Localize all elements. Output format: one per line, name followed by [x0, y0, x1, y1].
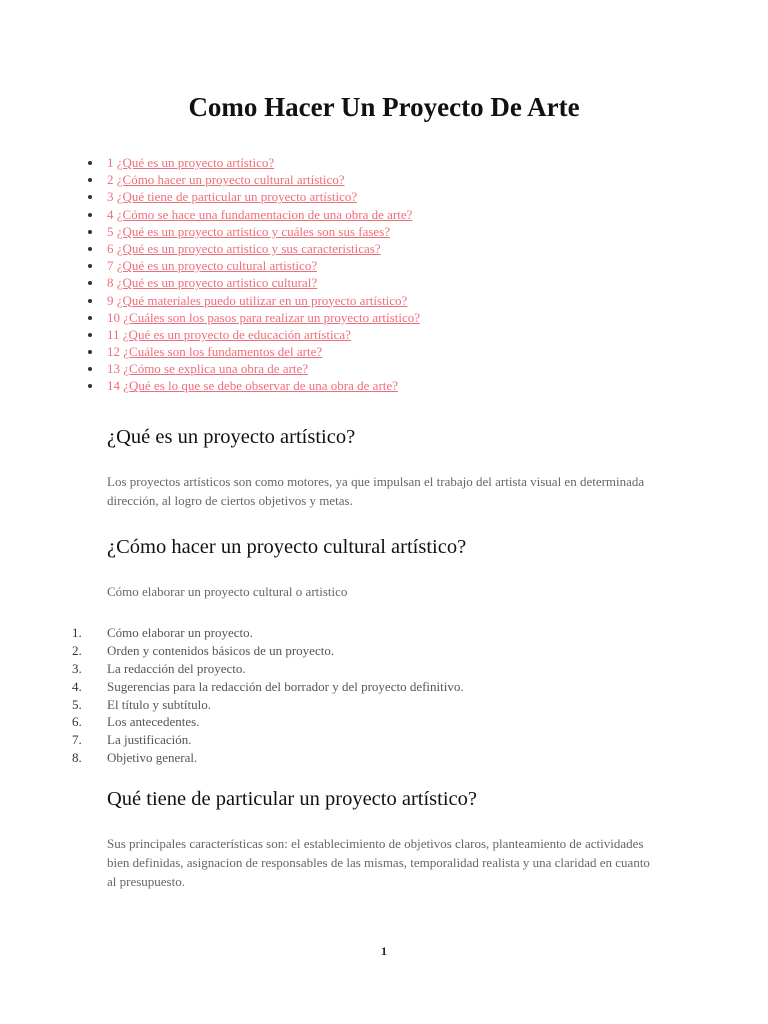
list-item — [72, 749, 464, 767]
toc-number: 9 — [107, 292, 114, 308]
page-number: 1 — [381, 944, 387, 958]
list-item — [72, 731, 464, 749]
toc-link[interactable]: ¿Cómo se hace una fundamentacion de una obra de arte? — [116, 206, 413, 222]
toc-number: 8 — [107, 275, 114, 291]
toc-number: 13 — [107, 361, 120, 377]
toc-item — [88, 274, 420, 291]
toc-item — [88, 360, 420, 377]
table-of-contents — [88, 154, 420, 395]
toc-link[interactable]: ¿Cómo se explica una obra de arte? — [123, 361, 309, 377]
toc-item — [88, 171, 420, 188]
section-body: Los proyectos artísticos son como motores, ya que impulsan el trabajo del artista visual en determinada dirección, al logro de ciertos objetivos y metas. — [107, 474, 645, 508]
toc-item — [88, 240, 420, 257]
section-heading: ¿Cómo hacer un proyecto cultural artístico? — [107, 536, 467, 558]
toc-number: 6 — [107, 240, 114, 256]
toc-number: 4 — [107, 206, 114, 222]
list-text: Orden y contenidos básicos de un proyecto. — [107, 642, 335, 658]
toc-number: 3 — [107, 189, 114, 205]
list-number: 4. — [72, 678, 82, 694]
toc-number: 14 — [107, 378, 120, 394]
toc-item — [88, 309, 420, 326]
list-number: 8. — [72, 750, 82, 766]
section-heading: ¿Qué es un proyecto artístico? — [107, 426, 356, 448]
toc-number: 2 — [107, 172, 114, 188]
list-text: La justificación. — [107, 732, 192, 748]
toc-number: 10 — [107, 309, 120, 325]
toc-link[interactable]: ¿Qué es un proyecto de educación artística? — [122, 326, 351, 342]
list-number: 1. — [72, 625, 82, 640]
toc-link[interactable]: ¿Qué es lo que se debe observar de una obra de arte? — [123, 378, 398, 394]
list-number: 6. — [72, 714, 82, 730]
toc-link[interactable]: ¿Qué es un proyecto cultural artistico? — [116, 258, 318, 274]
section-body: Cómo elaborar un proyecto cultural o artistico — [107, 584, 348, 599]
list-number: 3. — [72, 660, 82, 676]
list-item — [72, 624, 464, 642]
toc-link[interactable]: ¿Qué es un proyecto artístico? — [116, 155, 275, 170]
toc-item — [88, 343, 420, 360]
document-title: Como Hacer Un Proyecto De Arte — [188, 92, 580, 122]
toc-link[interactable]: ¿Qué es un proyecto artistico y cuáles son sus fases? — [116, 223, 391, 239]
toc-number: 11 — [107, 326, 120, 342]
steps-list — [72, 624, 464, 767]
toc-number: 12 — [107, 344, 120, 360]
toc-item — [88, 206, 420, 223]
toc-link[interactable]: ¿Qué materiales puedo utilizar en un proyecto artístico? — [116, 292, 408, 308]
list-number: 2. — [72, 642, 82, 658]
list-item — [72, 696, 464, 714]
toc-link[interactable]: ¿Cómo hacer un proyecto cultural artístico? — [116, 172, 345, 188]
list-text: Los antecedentes. — [107, 714, 200, 730]
toc-number: 7 — [107, 258, 114, 274]
list-number: 7. — [72, 732, 82, 748]
list-text: La redacción del proyecto. — [107, 660, 246, 676]
list-text: Sugerencias para la redacción del borrador y del proyecto definitivo. — [107, 678, 464, 694]
toc-item — [88, 257, 420, 274]
toc-item — [88, 154, 420, 171]
toc-link[interactable]: ¿Qué tiene de particular un proyecto artístico? — [116, 189, 358, 205]
toc-item — [88, 292, 420, 309]
toc-number: 5 — [107, 223, 114, 239]
list-number: 5. — [72, 696, 82, 712]
toc-item — [88, 223, 420, 240]
list-item — [72, 713, 464, 731]
section-heading: Qué tiene de particular un proyecto artístico? — [107, 788, 477, 810]
list-item — [72, 642, 464, 660]
list-text: Cómo elaborar un proyecto. — [107, 625, 253, 640]
list-item — [72, 678, 464, 696]
toc-link[interactable]: ¿Qué es un proyecto artistico y sus caracteristicas? — [116, 240, 381, 256]
toc-item — [88, 377, 420, 394]
toc-number: 1 — [107, 155, 114, 170]
list-text: Objetivo general. — [107, 750, 198, 766]
section-body: Sus principales características son: el establecimiento de objetivos claros, planteamiento de actividades bien definidas, asignacion de responsables de las mismas, temporalidad realista y una claridad en cuanto al presupuesto. — [107, 836, 650, 889]
toc-link[interactable]: ¿Qué es un proyecto artistico cultural? — [116, 275, 318, 291]
toc-link[interactable]: ¿Cuáles son los fundamentos del arte? — [123, 344, 323, 360]
list-text: El título y subtítulo. — [107, 696, 212, 712]
toc-item — [88, 326, 420, 343]
toc-item — [88, 188, 420, 205]
list-item — [72, 660, 464, 678]
toc-link[interactable]: ¿Cuáles son los pasos para realizar un proyecto artístico? — [123, 309, 420, 325]
